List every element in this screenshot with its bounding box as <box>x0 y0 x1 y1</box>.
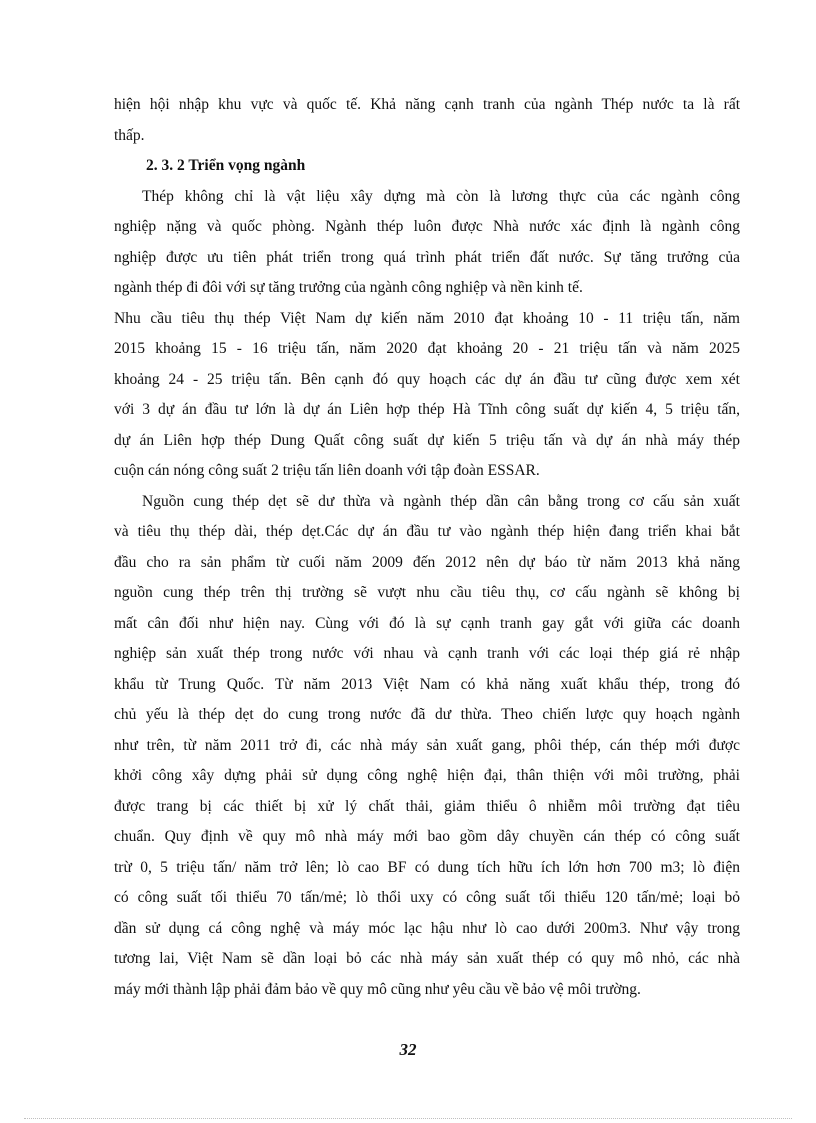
text-line: ngành thép đi đôi với sự tăng trưởng của ngành công nghiệp và nền kinh tế. <box>114 279 583 296</box>
text-line: 2015 khoảng 15 - 16 triệu tấn, năm 2020 đạt khoảng 20 - 21 triệu tấn và năm 2025 <box>114 340 740 357</box>
text-line: nghiệp nặng và quốc phòng. Ngành thép luôn được Nhà nước xác định là ngành công <box>114 218 740 235</box>
text-line: nghiệp được ưu tiên phát triển trong quá trình phát triển đất nước. Sự tăng trưởng của <box>114 248 740 266</box>
text-line: như trên, từ năm 2011 trở đi, các nhà máy sản xuất gang, phôi thép, cán thép mới được <box>114 736 740 754</box>
text-line: khởi công xây dựng phải sử dụng công nghệ hiện đại, thân thiện với môi trường, phải <box>114 767 740 784</box>
text-line: nguồn cung thép trên thị trường sẽ vượt nhu cầu tiêu thụ, cơ cấu ngành sẽ không bị <box>114 584 740 601</box>
text-line: có công suất tối thiểu 70 tấn/mẻ; lò thổi uxy có công suất tối thiểu 120 tấn/mẻ; loại bỏ <box>114 889 740 906</box>
paragraph-demand <box>114 304 740 487</box>
text-line: chuẩn. Quy định về quy mô nhà máy mới bao gồm dây chuyền cán thép có công suất <box>114 828 740 845</box>
text-line: mất cân đối như hiện nay. Cùng với đó là sự cạnh tranh gay gắt với giữa các doanh <box>114 614 740 632</box>
text-line: với 3 dự án đầu tư lớn là dự án Liên hợp thép Hà Tĩnh công suất dự kiến 4, 5 triệu tấn, <box>114 401 740 418</box>
text-line: khoảng 24 - 25 triệu tấn. Bên cạnh đó quy hoạch các dự án đầu tư cũng được xem xét <box>114 370 740 388</box>
text-line: nghiệp sản xuất thép trong nước với nhau và cạnh tranh với các loại thép giá rẻ nhập <box>114 645 740 662</box>
section-heading: 2. 3. 2 Triển vọng ngành <box>146 157 306 174</box>
text-line: tương lai, Việt Nam sẽ dần loại bỏ các nhà máy sản xuất thép có quy mô nhỏ, các nhà <box>114 950 740 967</box>
text-line: thấp. <box>114 126 145 144</box>
text-line: dần sử dụng cá công nghệ và máy móc lạc hậu như lò cao dưới 200m3. Như vậy trong <box>114 919 740 937</box>
text-line: máy mới thành lập phải đảm bảo về quy mô cũng như yêu cầu về bảo vệ môi trường. <box>114 980 641 998</box>
text-line: được trang bị các thiết bị xử lý chất thải, giảm thiểu ô nhiễm môi trường đạt tiêu <box>114 797 740 815</box>
text-line: đầu cho ra sản phẩm từ cuối năm 2009 đến 2012 nên dự báo từ năm 2013 khả năng <box>114 553 740 571</box>
text-line: Thép không chỉ là vật liệu xây dựng mà còn là lương thực của các ngành công <box>142 187 740 205</box>
text-line: Nhu cầu tiêu thụ thép Việt Nam dự kiến năm 2010 đạt khoảng 10 - 11 triệu tấn, năm <box>114 309 740 327</box>
text-line: dự án Liên hợp thép Dung Quất công suất dự kiến 5 triệu tấn và dự án nhà máy thép <box>114 431 740 449</box>
text-line: và tiêu thụ thép dài, thép dẹt.Các dự án đầu tư vào ngành thép hiện đang triển khai bắt <box>114 523 740 540</box>
text-line: khẩu từ Trung Quốc. Từ năm 2013 Việt Nam có khả năng xuất khẩu thép, trong đó <box>114 675 740 693</box>
paragraph-continuation <box>114 90 740 151</box>
text-line: trừ 0, 5 triệu tấn/ năm trở lên; lò cao BF có dung tích hữu ích lớn hơn 700 m3; lò điện <box>114 858 740 876</box>
text-line: cuộn cán nóng công suất 2 triệu tấn liên doanh với tập đoàn ESSAR. <box>114 462 540 479</box>
paragraph-intro <box>114 182 740 304</box>
page-bottom-divider <box>24 1118 792 1119</box>
text-line: chủ yếu là thép dẹt do cung trong nước đã dư thừa. Theo chiến lược quy hoạch ngành <box>114 706 740 723</box>
paragraph-supply <box>114 487 740 1006</box>
page-body <box>114 90 740 1005</box>
text-line: hiện hội nhập khu vực và quốc tế. Khả năng cạnh tranh của ngành Thép nước ta là rất <box>114 96 740 113</box>
text-line: Nguồn cung thép dẹt sẽ dư thừa và ngành thép dần cân bằng trong cơ cấu sản xuất <box>142 492 740 510</box>
page-number: 32 <box>399 1040 417 1059</box>
